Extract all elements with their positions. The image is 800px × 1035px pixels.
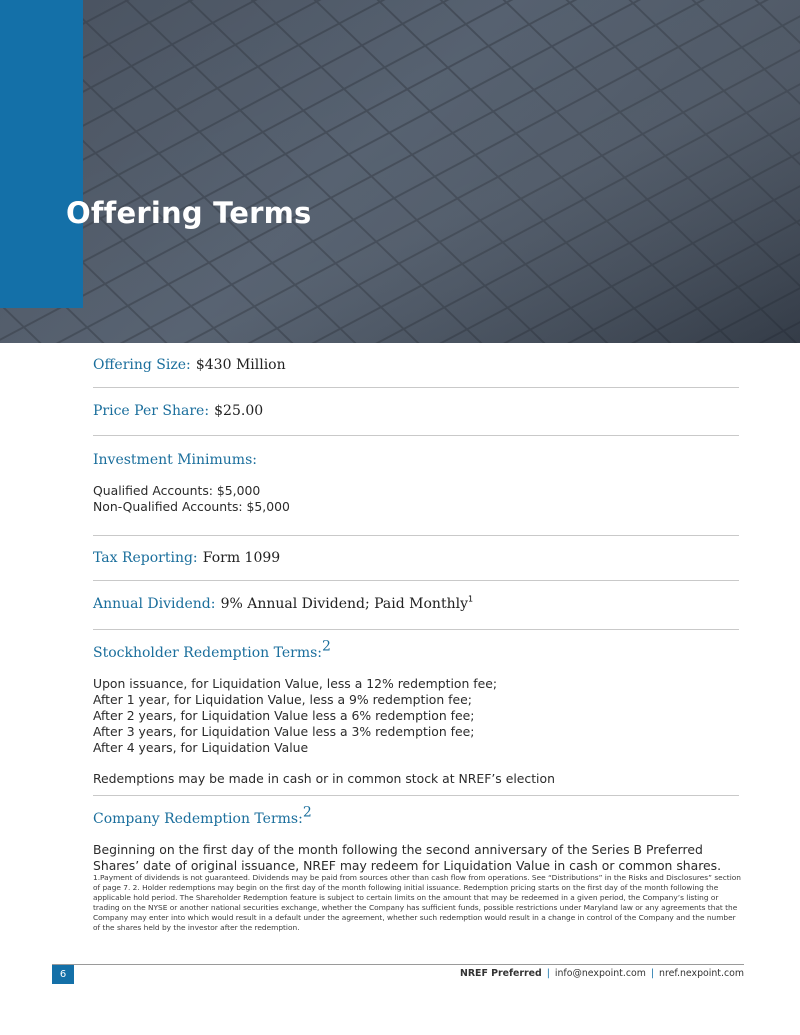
redemption-line: After 4 years, for Liquidation Value	[93, 740, 309, 755]
footnote-ref: 2	[322, 638, 331, 655]
footer-email-link[interactable]: info@nexpoint.com	[554, 968, 646, 979]
footer-contact	[460, 968, 744, 979]
footnote-ref: 2	[302, 804, 312, 821]
offering-size-row	[93, 343, 739, 388]
stockholder-redemption-lines	[93, 676, 739, 787]
investment-minimums-section	[93, 436, 739, 536]
footer-separator: |	[546, 968, 550, 979]
redemption-method-note: Redemptions may be made in cash or in common stock at NREF’s election	[93, 771, 555, 786]
annual-dividend-value: 9% Annual Dividend; Paid Monthly	[220, 596, 468, 612]
price-per-share-row	[93, 388, 739, 436]
stockholder-redemption-section	[93, 630, 739, 796]
tax-reporting-value: Form 1099	[202, 550, 281, 566]
stockholder-redemption-label: Stockholder Redemption Terms:	[93, 645, 322, 661]
redemption-line: After 3 years, for Liquidation Value less a 3% redemption fee;	[93, 724, 475, 739]
price-per-share-value: $25.00	[214, 403, 264, 419]
offering-size-value: $430 Million	[195, 357, 286, 373]
annual-dividend-label: Annual Dividend:	[93, 596, 216, 612]
redemption-line: After 1 year, for Liquidation Value, less a 9% redemption fee;	[93, 692, 472, 707]
tax-reporting-label: Tax Reporting:	[93, 550, 198, 566]
offering-terms-list	[93, 343, 739, 874]
investment-minimums-label: Investment Minimums:	[93, 452, 257, 468]
page-title: Offering Terms	[66, 196, 312, 230]
footnotes: 1.Payment of dividends is not guaranteed. Dividends may be paid from sources other than cash flow from operations. See “Distributions” in the Risks and Disclosures” section of page 7. 2. Holder redemptions may begin on the first day of the month following initial issuance. Redemption pricing starts on the first day of the month following the applicable hold period. The Shareholder Redemption feature is subject to certain limits on the amount that may be redeemed in a given period, the Company’s listing or trading on the NYSE or another national securities exchange, whether the Company has sufficient funds, possible restrictions under Maryland law or any agreements that the Company may enter into which would result in a default under the agreement, whether such redemption would result in a change in control of the Company and the number of the shares held by the investor after the redemption.	[93, 873, 741, 932]
tax-reporting-row	[93, 536, 739, 581]
page-number: 6	[52, 965, 74, 984]
redemption-line: After 2 years, for Liquidation Value less a 6% redemption fee;	[93, 708, 475, 723]
offering-size-label: Offering Size:	[93, 357, 191, 373]
annual-dividend-row	[93, 581, 739, 630]
company-redemption-section	[93, 796, 739, 874]
redemption-line: Upon issuance, for Liquidation Value, less a 12% redemption fee;	[93, 676, 498, 691]
footer-separator: |	[650, 968, 655, 979]
investment-minimums-lines	[93, 483, 739, 515]
hero-accent-bar	[0, 0, 83, 308]
footer-brand: NREF Preferred	[459, 968, 542, 979]
minimum-line: Non-Qualified Accounts: $5,000	[93, 499, 290, 514]
footnote-ref: 1	[467, 594, 474, 604]
company-redemption-text: Beginning on the first day of the month following the second anniversary of the Series B Preferred Shares’ date of original issuance, NREF may redeem for Liquidation Value in cash or common shares.	[93, 842, 722, 873]
footer-website-link[interactable]: nref.nexpoint.com	[659, 968, 744, 979]
price-per-share-label: Price Per Share:	[93, 403, 210, 419]
minimum-line: Qualified Accounts: $5,000	[93, 483, 261, 498]
company-redemption-label: Company Redemption Terms:	[93, 811, 303, 827]
hero-building-pattern	[0, 0, 800, 343]
hero-banner	[0, 0, 800, 343]
footer-divider	[52, 964, 744, 965]
